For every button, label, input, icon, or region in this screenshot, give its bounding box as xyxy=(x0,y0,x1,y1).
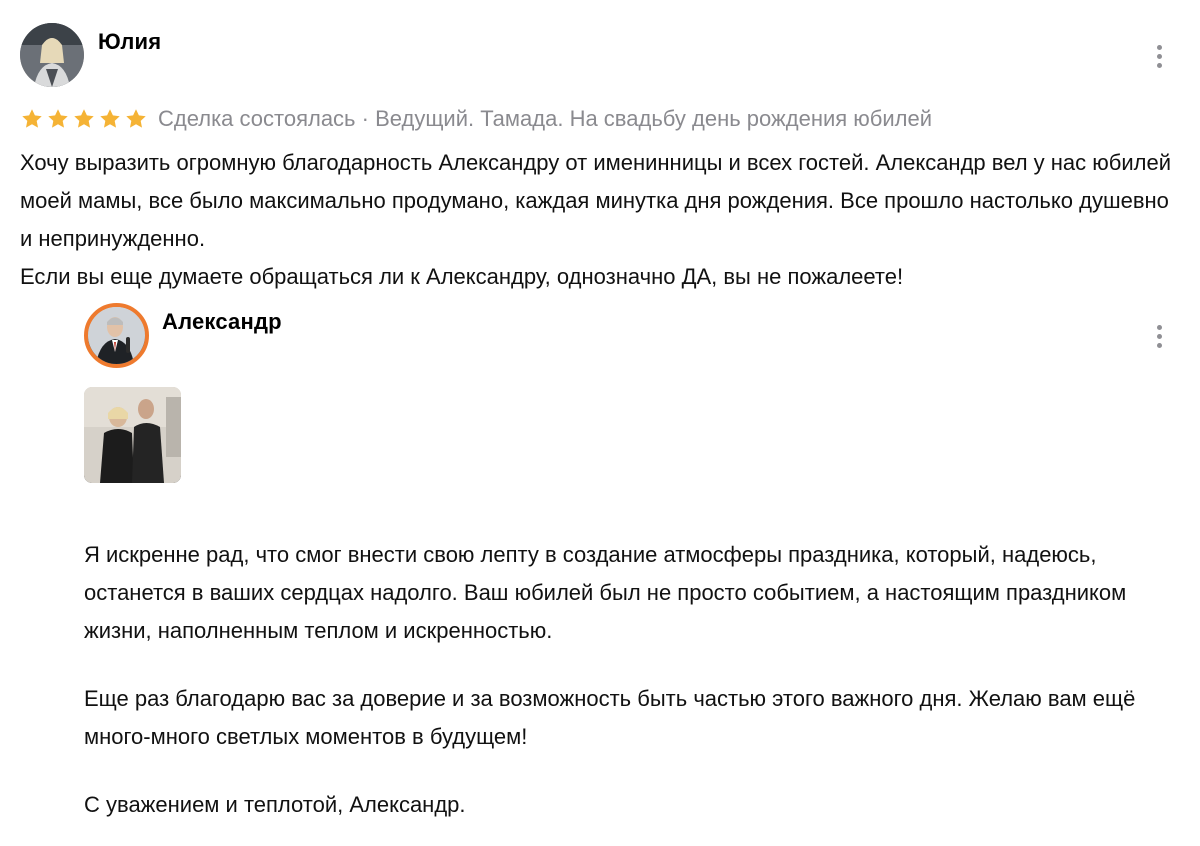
review-text xyxy=(20,144,1185,296)
star-icon xyxy=(98,107,122,131)
review-paragraph: Если вы еще думаете обращаться ли к Александру, однозначно ДА, вы не пожалеете! xyxy=(20,264,904,289)
review-meta-text: Сделка состоялась · Ведущий. Тамада. На свадьбу день рождения юбилей xyxy=(158,106,933,131)
reviewer-name[interactable]: Юлия xyxy=(98,29,162,54)
reply-paragraph: С уважением и теплотой, Александр. xyxy=(84,792,466,817)
rating-stars xyxy=(20,107,148,131)
star-icon xyxy=(20,107,44,131)
responder-name[interactable]: Александр xyxy=(162,309,282,334)
review-meta-row xyxy=(20,104,932,134)
more-vertical-icon[interactable] xyxy=(1149,42,1169,70)
reply-photo-thumbnail[interactable] xyxy=(84,387,181,483)
star-icon xyxy=(46,107,70,131)
more-vertical-icon[interactable] xyxy=(1149,322,1169,350)
review-paragraph: Хочу выразить огромную благодарность Александру от именинницы и всех гостей. Александр вел у нас юбилей моей мамы, все было максимально продумано, каждая минутка дня рождения. Все прошло настолько душевно и непринужденно. xyxy=(20,150,1172,251)
star-icon xyxy=(72,107,96,131)
star-icon xyxy=(124,107,148,131)
reply-photo-image xyxy=(84,387,181,483)
reply-text xyxy=(84,536,1184,824)
reviewer-avatar-image xyxy=(20,23,84,87)
reply-paragraph: Я искренне рад, что смог внести свою лепту в создание атмосферы праздника, который, надеюсь, останется в ваших сердцах надолго. Ваш юбилей был не просто событием, а настоящим праздником жизни, наполненным теплом и искренностью. xyxy=(84,542,1127,643)
responder-avatar-image xyxy=(88,307,145,364)
reviewer-avatar[interactable] xyxy=(20,23,84,87)
reply-paragraph: Еще раз благодарю вас за доверие и за возможность быть частью этого важного дня. Желаю вам ещё много-много светлых моментов в будущем! xyxy=(84,686,1136,749)
responder-avatar[interactable] xyxy=(84,303,149,368)
